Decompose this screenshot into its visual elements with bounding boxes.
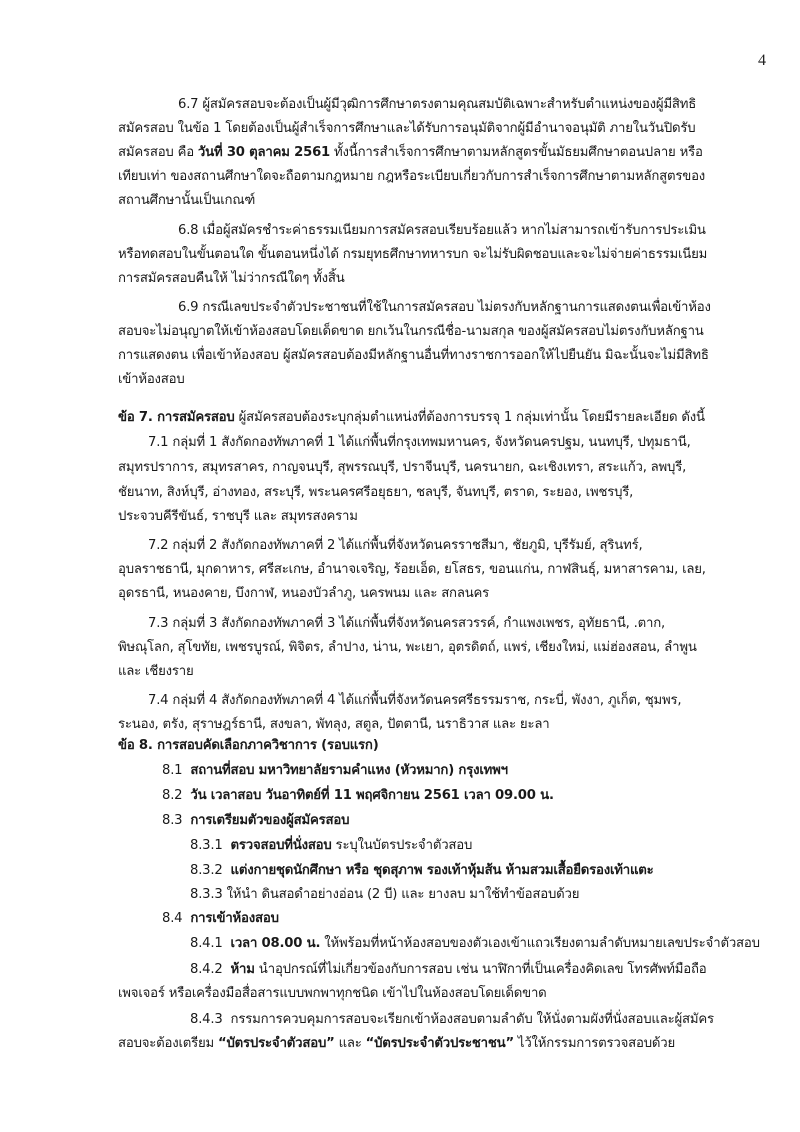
item-8-3-3	[190, 886, 579, 904]
text: ไว้ให้กรรมการตรวจสอบด้วย	[513, 1036, 676, 1051]
para-6-7-line-1: 6.7 ผู้สมัครสอบจะต้องเป็นผู้มีวุฒิการศึกษาตรงตามคุณสมบัติเฉพาะสำหรับตำแหน่งของผู้มีสิทธิ	[178, 97, 697, 112]
deadline-date: วันที่ 30 ตุลาคม 2561	[197, 145, 331, 160]
para-7-1-line-1: 7.1 กลุ่มที่ 1 สังกัดกองทัพภาคที่ 1 ได้แก่พื้นที่กรุงเทพมหานคร, จังหวัดนครปฐม, นนทบุรี, ปทุมธานี,	[148, 435, 691, 450]
para-7-2-line-3: อุดรธานี, หนองคาย, บึงกาฬ, หนองบัวลำภู, นครพนม และ สกลนคร	[118, 586, 490, 601]
item-number: 8.4.1	[190, 936, 223, 951]
item-8-4-2-line-1	[190, 961, 707, 979]
item-8-1	[162, 762, 508, 780]
item-text: ให้นำ ดินสอดำอย่างอ่อน (2 บี) และ ยางลบ มาใช้ทำข้อสอบด้วย	[226, 887, 580, 902]
item-text: นำอุปกรณ์ที่ไม่เกี่ยวข้องกับการสอบ เช่น นาฬิกาที่เป็นเครื่องคิดเลข โทรศัพท์มือถือ	[254, 962, 707, 977]
item-number: 8.2	[162, 788, 183, 803]
item-bold: ห้าม	[230, 962, 255, 977]
para-7-2-line-2: อุบลราชธานี, มุกดาหาร, ศรีสะเกษ, อำนาจเจริญ, ร้อยเอ็ด, ยโสธร, ขอนแก่น, กาฬสินธุ์, มหาสารคาม, เลย,	[118, 562, 706, 577]
item-8-4-2-line-2: เพจเจอร์ หรือเครื่องมือสื่อสารแบบพกพาทุกชนิด เข้าไปในห้องสอบโดยเด็ดขาด	[118, 986, 547, 1001]
para-6-9-line-3: การแสดงตน เพื่อเข้าห้องสอบ ผู้สมัครสอบต้องมีหลักฐานอื่นที่ทางราชการออกให้ไปยืนยัน มิฉะนั้นจะไม่มีสิทธิ	[118, 348, 709, 363]
item-text: ระบุในบัตรประจำตัวสอบ	[331, 838, 473, 853]
para-6-8-line-2: หรือทดสอบในขั้นตอนใด ขั้นตอนหนึ่งได้ กรมยุทธศึกษาทหารบก จะไม่รับผิดชอบและจะไม่จ่ายค่าธรรมเนียม	[118, 247, 708, 262]
section-7-heading	[118, 409, 705, 427]
item-number: 8.3.2	[190, 863, 223, 878]
item-number: 8.1	[162, 763, 183, 778]
para-6-7-line-2: สมัครสอบ ในข้อ 1 โดยต้องเป็นผู้สำเร็จการศึกษาและได้รับการอนุมัติจากผู้มีอำนาจอนุมัติ ภายในวันปิดรับ	[118, 121, 696, 136]
para-7-3-line-1: 7.3 กลุ่มที่ 3 สังกัดกองทัพภาคที่ 3 ได้แก่พื้นที่จังหวัดนครสวรรค์, กำแพงเพชร, อุทัยธานี, .ตาก,	[148, 616, 665, 631]
item-bold: ตรวจสอบที่นั่งสอบ	[230, 838, 332, 853]
item-8-4-3-line-1	[190, 1011, 714, 1029]
item-8-4-3-line-2	[118, 1035, 675, 1053]
section-7-intro: ผู้สมัครสอบต้องระบุกลุ่มตำแหน่งที่ต้องการบรรจุ 1 กลุ่มเท่านั้น โดยมีรายละเอียด ดังนี้	[234, 410, 705, 425]
section-7-title: ข้อ 7. การสมัครสอบ	[118, 410, 235, 425]
item-8-3-1	[190, 837, 472, 855]
item-number: 8.3.1	[190, 838, 223, 853]
para-6-9-line-4: เข้าห้องสอบ	[118, 372, 185, 387]
item-bold: เวลา 08.00 น.	[230, 936, 321, 951]
section-8-heading: ข้อ 8. การสอบคัดเลือกภาควิชาการ (รอบแรก)	[118, 738, 379, 753]
item-8-4	[162, 910, 279, 928]
para-7-1-line-3: ชัยนาท, สิงห์บุรี, อ่างทอง, สระบุรี, พระนครศรีอยุธยา, ชลบุรี, จันทบุรี, ตราด, ระยอง, เพชรบุรี,	[118, 485, 634, 500]
para-7-3-line-2: พิษณุโลก, สุโขทัย, เพชรบูรณ์, พิจิตร, ลำปาง, น่าน, พะเยา, อุตรดิตถ์, แพร่, เชียงใหม่, แม่ฮ่องสอน, ลำพูน	[118, 640, 697, 655]
para-7-1-line-4: ประจวบคีรีขันธ์, ราชบุรี และ สมุทรสงคราม	[118, 509, 358, 524]
para-6-9-line-2: สอบจะไม่อนุญาตให้เข้าห้องสอบโดยเด็ดขาด ยกเว้นในกรณีชื่อ-นามสกุล ของผู้สมัครสอบไม่ตรงกับหลักฐาน	[118, 324, 704, 339]
text: และ	[334, 1036, 366, 1051]
item-number: 8.4.3	[190, 1012, 223, 1027]
item-text: กรรมการควบคุมการสอบจะเรียกเข้าห้องสอบตามลำดับ ให้นั่งตามผังที่นั่งสอบและผู้สมัคร	[230, 1012, 714, 1027]
para-6-7-line-4: เทียบเท่า ของสถานศึกษาใดจะถือตามกฎหมาย กฎหรือระเบียบเกี่ยวกับการสำเร็จการศึกษาตามหลักสูตรของ	[118, 169, 706, 184]
para-6-7-line-5: สถานศึกษานั้นเป็นเกณฑ์	[118, 193, 256, 208]
para-7-4-line-1: 7.4 กลุ่มที่ 4 สังกัดกองทัพภาคที่ 4 ได้แก่พื้นที่จังหวัดนครศรีธรรมราช, กระบี่, พังงา, ภูเก็ต, ชุมพร,	[148, 693, 682, 708]
para-6-8-line-3: การสมัครสอบคืนให้ ไม่ว่ากรณีใดๆ ทั้งสิ้น	[118, 271, 345, 286]
item-number: 8.4.2	[190, 962, 223, 977]
item-8-3-2	[190, 862, 654, 880]
text: สมัครสอบ คือ	[118, 145, 198, 160]
item-8-3	[162, 812, 349, 830]
para-7-1-line-2: สมุทรปราการ, สมุทรสาคร, กาญจนบุรี, สุพรรณบุรี, ปราจีนบุรี, นครนายก, ฉะเชิงเทรา, สระแก้ว, ลพบุรี,	[118, 460, 687, 475]
item-bold: แต่งกายชุดนักศึกษา หรือ ชุดสุภาพ รองเท้าหุ้มส้น ห้ามสวมเสื้อยืดรองเท้าแตะ	[230, 863, 654, 878]
exam-card-label: “บัตรประจำตัวสอบ”	[218, 1036, 335, 1051]
para-6-9-line-1: 6.9 กรณีเลขประจำตัวประชาชนที่ใช้ในการสมัครสอบ ไม่ตรงกับหลักฐานการแสดงตนเพื่อเข้าห้อง	[178, 300, 711, 315]
text: สอบจะต้องเตรียม	[118, 1036, 219, 1051]
item-number: 8.4	[162, 911, 183, 926]
item-8-2	[162, 787, 554, 805]
item-number: 8.3	[162, 813, 183, 828]
id-card-label: “บัตรประจำตัวประชาชน”	[365, 1036, 514, 1051]
item-text: วัน เวลาสอบ วันอาทิตย์ที่ 11 พฤศจิกายน 2561 เวลา 09.00 น.	[190, 788, 554, 803]
item-text: การเข้าห้องสอบ	[190, 911, 279, 926]
item-text: ให้พร้อมที่หน้าห้องสอบของตัวเองเข้าแถวเรียงตามลำดับหมายเลขประจำตัวสอบ	[320, 936, 760, 951]
item-text: การเตรียมตัวของผู้สมัครสอบ	[190, 813, 350, 828]
para-6-8-line-1: 6.8 เมื่อผู้สมัครชำระค่าธรรมเนียมการสมัครสอบเรียบร้อยแล้ว หากไม่สามารถเข้ารับการประเมิน	[178, 223, 706, 238]
item-number: 8.3.3	[190, 887, 223, 902]
para-6-7-line-3	[118, 144, 703, 162]
item-text: สถานที่สอบ มหาวิทยาลัยรามคำแหง (หัวหมาก) กรุงเทพฯ	[190, 763, 508, 778]
para-7-4-line-2: ระนอง, ตรัง, สุราษฎร์ธานี, สงขลา, พัทลุง, สตูล, ปัตตานี, นราธิวาส และ ยะลา	[118, 717, 550, 732]
page-number: 4	[758, 52, 766, 69]
item-8-4-1	[190, 935, 760, 953]
text: ทั้งนี้การสำเร็จการศึกษาตามหลักสูตรขั้นมัธยมศึกษาตอนปลาย หรือ	[330, 145, 703, 160]
para-7-3-line-3: และ เชียงราย	[118, 664, 194, 679]
para-7-2-line-1: 7.2 กลุ่มที่ 2 สังกัดกองทัพภาคที่ 2 ได้แก่พื้นที่จังหวัดนครราชสีมา, ชัยภูมิ, บุรีรัมย์, สุรินทร์,	[148, 538, 643, 553]
